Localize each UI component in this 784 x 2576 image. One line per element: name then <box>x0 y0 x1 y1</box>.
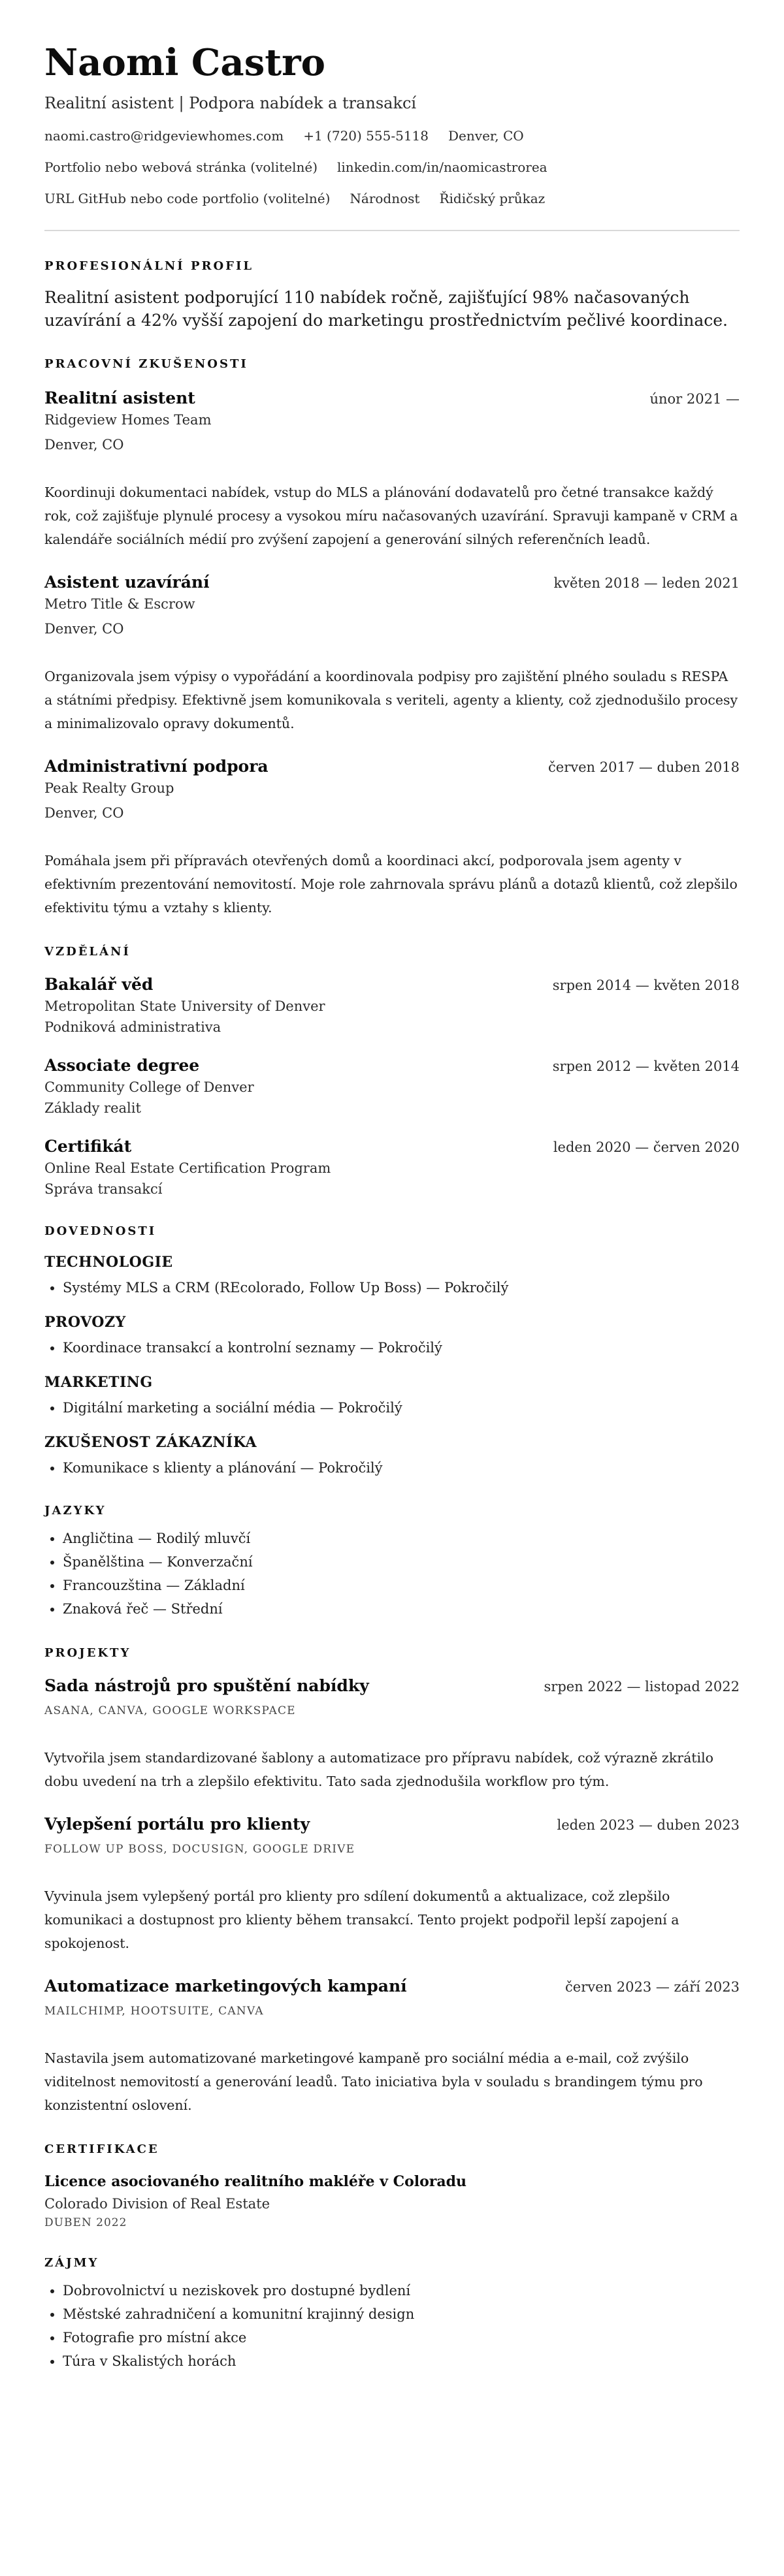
education-entry <box>44 1136 740 1199</box>
job-description: Pomáhala jsem při přípravách otevřených domů a koordinaci akcí, podporovala jsem agenty v efektivním prezentování nemovitostí. Moje role zahrnovala správu plánů a dotazů klientů, což zlepšilo efektivitu týmu a vztahy s klienty. <box>44 853 738 915</box>
section-title: DOVEDNOSTI <box>44 1224 157 1238</box>
section-title: ZÁJMY <box>44 2256 99 2270</box>
languages-title: JAZYKY <box>44 1504 106 1518</box>
education-entry <box>44 974 740 1037</box>
skill-item: • Koordinace transakcí a kontrolní seznamy — Pokročilý <box>63 1336 740 1360</box>
project-tech: ASANA, CANVA, GOOGLE WORKSPACE <box>44 1704 296 1717</box>
job-location: Denver, CO <box>44 437 124 453</box>
section-title: VZDĚLÁNÍ <box>44 945 131 959</box>
education-dates: srpen 2014 — květen 2018 <box>552 978 740 993</box>
contact-row <box>44 189 740 208</box>
degree-name: Bakalář věd <box>44 975 154 994</box>
project-name: Automatizace marketingových kampaní <box>44 1977 407 1996</box>
candidate-headline: Realitní asistent | Podpora nabídek a transakcí <box>44 94 417 112</box>
education-dates: srpen 2012 — květen 2014 <box>552 1058 740 1074</box>
project-dates: srpen 2022 — listopad 2022 <box>544 1679 740 1694</box>
certification-name: Licence asociovaného realitního makléře v Coloradu <box>44 2173 467 2190</box>
field-of-study: Správa transakcí <box>44 1181 163 1197</box>
job-company: Peak Realty Group <box>44 780 174 796</box>
skill-item: • Digitální marketing a sociální média — Pokročilý <box>63 1396 740 1420</box>
projects-section <box>44 1646 740 2117</box>
header-divider <box>44 230 740 231</box>
project-entry <box>44 1976 740 2117</box>
job-description: Koordinuji dokumentaci nabídek, vstup do MLS a plánování dodavatelů pro četné transakce každý rok, což zajišťuje plynulé procesy a vysokou míru načasovaných uzavírání. Spravuji kampaně v CRM a kalendáře sociálních médií pro zvýšení zapojení a generování silných referenčních leadů. <box>44 485 738 547</box>
field-of-study: Základy realit <box>44 1100 141 1116</box>
experience-entry <box>44 388 740 551</box>
section-title: PROFESIONÁLNÍ PROFIL <box>44 259 254 273</box>
languages-list <box>44 1527 740 1621</box>
language-item: • Španělština — Konverzační <box>63 1550 740 1574</box>
language-item: • Znaková řeč — Střední <box>63 1597 740 1621</box>
contact-email[interactable]: naomi.castro@ridgeviewhomes.com <box>44 128 284 144</box>
contact-portfolio[interactable]: Portfolio nebo webová stránka (volitelné) <box>44 159 318 175</box>
project-name: Sada nástrojů pro spuštění nabídky <box>44 1676 369 1695</box>
profile-summary: Realitní asistent podporující 110 nabídek ročně, zajišťující 98% načasovaných uzavírání a 42% vyšší zapojení do marketingu prostřednictvím pečlivé koordinace. <box>44 288 728 330</box>
job-title: Realitní asistent <box>44 389 195 407</box>
degree-name: Associate degree <box>44 1056 200 1075</box>
job-location: Denver, CO <box>44 621 124 637</box>
project-description: Nastavila jsem automatizované marketingové kampaně pro sociální média a e-mail, což zvýšilo viditelnost nemovitostí a generování leadů. Tato iniciativa byla v souladu s brandingem týmu pro konzistentní oslovení. <box>44 2050 703 2113</box>
interest-item: • Túra v Skalistých horách <box>63 2349 740 2373</box>
project-dates: leden 2023 — duben 2023 <box>557 1817 740 1833</box>
contact-github[interactable]: URL GitHub nebo code portfolio (volitelné) <box>44 191 331 206</box>
education-section <box>44 944 740 1199</box>
job-company: Metro Title & Escrow <box>44 596 195 612</box>
candidate-name: Naomi Castro <box>44 41 325 84</box>
skill-item: • Systémy MLS a CRM (REcolorado, Follow Up Boss) — Pokročilý <box>63 1276 740 1299</box>
interest-item: • Městské zahradničení a komunitní krajinný design <box>63 2302 740 2326</box>
skill-group-title: ZKUŠENOST ZÁKAZNÍKA <box>44 1434 257 1451</box>
contact-linkedin[interactable]: linkedin.com/in/naomicastrorea <box>337 159 547 175</box>
experience-entry <box>44 756 740 919</box>
project-name: Vylepšení portálu pro klienty <box>44 1815 310 1834</box>
certification-issuer: Colorado Division of Real Estate <box>44 2196 270 2212</box>
job-description: Organizovala jsem výpisy o vypořádání a koordinovala podpisy pro zajištění plného souladu s RESPA a státními předpisy. Efektivně jsem komunikovala s veriteli, agenty a klienty, což zjednodušilo procesy a minimalizovalo opravy dokumentů. <box>44 669 738 731</box>
skill-group <box>44 1373 740 1420</box>
contact-row <box>44 158 740 176</box>
project-tech: MAILCHIMP, HOOTSUITE, CANVA <box>44 2005 264 2018</box>
contact-driving-license: Řidičský průkaz <box>439 191 546 206</box>
job-company: Ridgeview Homes Team <box>44 412 212 428</box>
job-dates: květen 2018 — leden 2021 <box>553 575 740 591</box>
skill-group-title: TECHNOLOGIE <box>44 1254 173 1271</box>
interests-list <box>44 2279 740 2373</box>
degree-name: Certifikát <box>44 1137 132 1156</box>
skill-group-title: PROVOZY <box>44 1314 126 1331</box>
job-title: Asistent uzavírání <box>44 573 210 592</box>
section-title: PROJEKTY <box>44 1646 131 1660</box>
contact-phone[interactable]: +1 (720) 555-5118 <box>303 128 429 144</box>
skill-group <box>44 1252 740 1299</box>
project-entry <box>44 1676 740 1793</box>
skill-item: • Komunikace s klienty a plánování — Pokročilý <box>63 1456 740 1480</box>
school-name: Online Real Estate Certification Program <box>44 1160 331 1176</box>
field-of-study: Podniková administrativa <box>44 1019 221 1035</box>
section-title: CERTIFIKACE <box>44 2142 159 2156</box>
project-description: Vyvinula jsem vylepšený portál pro klienty pro sdílení dokumentů a aktualizace, což zlepšilo komunikaci a dostupnost pro klienty během transakcí. Tento projekt podpořil lepší zapojení a spokojenost. <box>44 1888 679 1951</box>
education-entry <box>44 1055 740 1118</box>
project-dates: červen 2023 — září 2023 <box>565 1979 740 1995</box>
skill-group <box>44 1312 740 1360</box>
school-name: Metropolitan State University of Denver <box>44 998 325 1014</box>
education-dates: leden 2020 — červen 2020 <box>553 1139 740 1155</box>
certification-entry <box>44 2172 740 2231</box>
language-item: • Angličtina — Rodilý mluvčí <box>63 1527 740 1550</box>
skill-group-title: MARKETING <box>44 1374 153 1391</box>
skills-section <box>44 1224 740 1621</box>
profile-section <box>44 259 740 332</box>
contact-nationality: Národnost <box>350 191 420 206</box>
job-location: Denver, CO <box>44 805 124 821</box>
contact-location: Denver, CO <box>448 128 524 144</box>
resume-header <box>44 39 740 208</box>
language-item: • Francouzština — Základní <box>63 1574 740 1597</box>
experience-entry <box>44 572 740 735</box>
section-title: PRACOVNÍ ZKUŠENOSTI <box>44 357 248 371</box>
interest-item: • Fotografie pro místní akce <box>63 2326 740 2349</box>
contact-row <box>44 127 740 145</box>
job-dates: únor 2021 — <box>649 391 740 407</box>
certifications-section <box>44 2142 740 2231</box>
project-tech: FOLLOW UP BOSS, DOCUSIGN, GOOGLE DRIVE <box>44 1843 355 1856</box>
project-entry <box>44 1814 740 1955</box>
certification-date: DUBEN 2022 <box>44 2216 127 2229</box>
job-title: Administrativní podpora <box>44 757 269 776</box>
interest-item: • Dobrovolnictví u neziskovek pro dostupné bydlení <box>63 2279 740 2302</box>
school-name: Community College of Denver <box>44 1079 254 1095</box>
experience-section <box>44 357 740 919</box>
project-description: Vytvořila jsem standardizované šablony a automatizace pro přípravu nabídek, což výrazně zkrátilo dobu uvedení na trh a zlepšilo efektivitu. Tato sada zjednodušila workflow pro tým. <box>44 1750 713 1789</box>
job-dates: červen 2017 — duben 2018 <box>548 759 740 775</box>
skill-group <box>44 1433 740 1480</box>
interests-section <box>44 2255 740 2373</box>
